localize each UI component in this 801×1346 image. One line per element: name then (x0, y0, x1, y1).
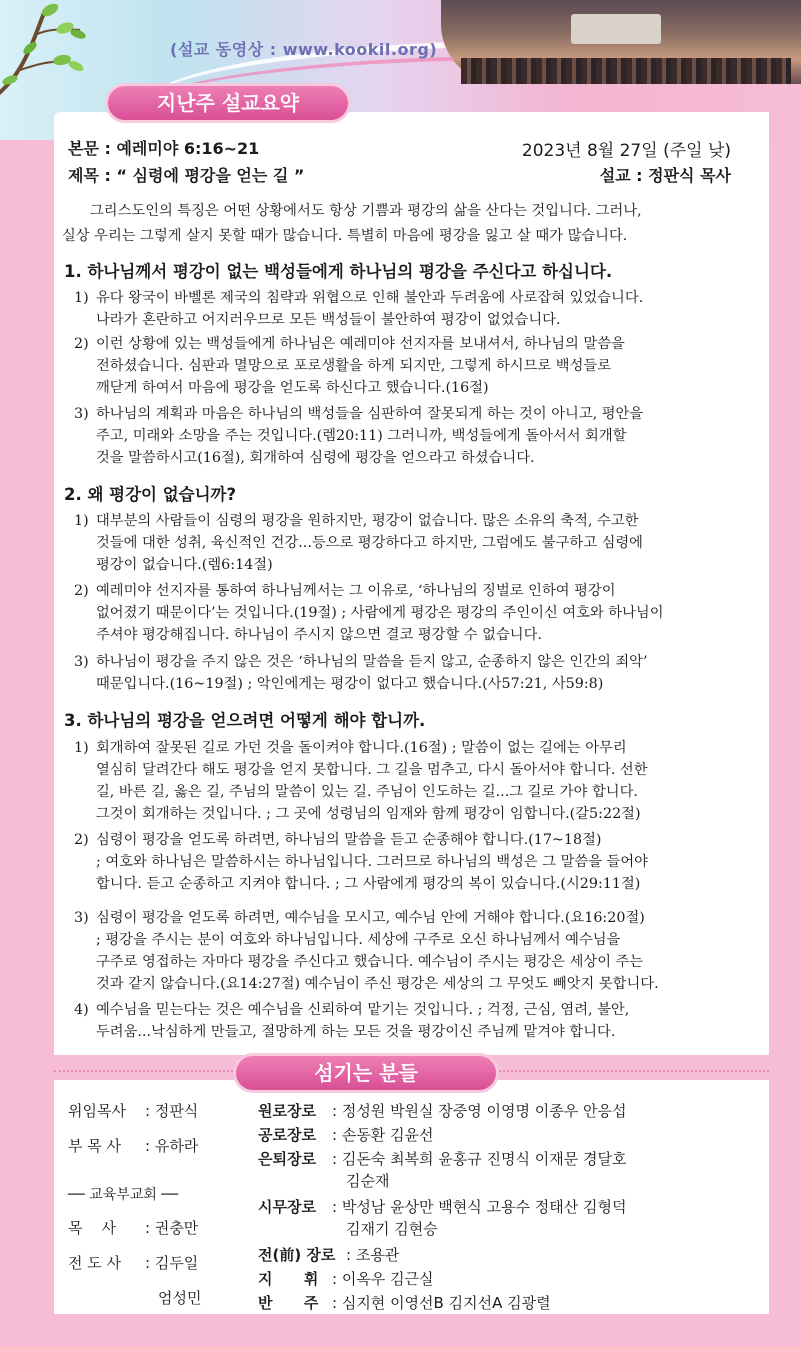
item-number: 1) (74, 513, 89, 529)
item-line: 심령이 평강을 얻도록 하려면, 예수님을 모시고, 예수님 안에 거해야 합니다.(요16:20절) (96, 910, 645, 926)
conductor-names: 이옥우 김근실 (341, 1270, 434, 1288)
elder-names: 정성원 박원실 장중영 이영명 이종우 안응섭 (341, 1102, 627, 1120)
conductor-label: 지 휘 (258, 1270, 319, 1288)
elder-role-label: 공로장로 (258, 1126, 316, 1144)
item-line: 전하셨습니다. 심판과 멸망으로 포로생활을 하게 되지만, 그렇게 하시므로 백성들로 (96, 358, 612, 374)
item-line: 하나님이 평강을 주지 않은 것은 ‘하나님의 말씀을 듣지 않고, 순종하지 않은 인간의 죄악’ (96, 654, 648, 670)
item-line: ; 평강을 주시는 분이 여호와 하나님입니다. 세상에 구주로 오신 하나님께서 예수님을 (96, 932, 621, 948)
item-line: 것을 말씀하시고(16절), 회개하여 심령에 평강을 얻으라고 하셨습니다. (96, 450, 535, 466)
item-number: 4) (74, 1002, 89, 1018)
item-line: 유다 왕국이 바벨론 제국의 침략과 위협으로 인해 불안과 두려움에 사로잡혀 있었습니다. (96, 290, 644, 306)
evangelist-label: 전 도 사 (68, 1254, 122, 1272)
item-number: 1) (74, 290, 89, 306)
item-line: 나라가 혼란하고 어지러우므로 모든 백성들이 불안하여 평강이 없었습니다. (96, 312, 561, 328)
item-line: 대부분의 사람들이 심령의 평강을 원하지만, 평강이 없습니다. 많은 소유의 축적, 수고한 (96, 513, 639, 529)
edu-pastor-name: 권충만 (154, 1219, 199, 1237)
item-line: 예수님을 믿는다는 것은 예수님을 신뢰하여 맡기는 것입니다. ; 걱정, 근심, 염려, 불안, (96, 1002, 630, 1018)
item-line: 때문입니다.(16~19절) ; 악인에게는 평강이 없다고 했습니다.(사57:21, 사59:8) (96, 676, 604, 692)
section-heading: 1. 하나님께서 평강이 없는 백성들에게 하나님의 평강을 주신다고 하십니다. (64, 262, 613, 281)
item-line: 이런 상황에 있는 백성들에게 하나님은 예레미야 선지자를 보내셔서, 하나님의 말씀을 (96, 336, 625, 352)
section-label-sermon-summary: 지난주 설교요약 (108, 86, 348, 120)
sermon-video-website: (설교 동영상 : www.kookil.org) (170, 40, 438, 59)
sermon-preacher: 설교 : 정판식 목사 (599, 166, 731, 185)
item-number: 2) (74, 583, 89, 599)
tree-branch-icon (0, 0, 100, 110)
item-line: 길, 바른 길, 옳은 길, 주님의 말씀이 있는 길. 주님이 인도하는 길...그 길로 가야 합니다. (96, 784, 638, 800)
item-number: 1) (74, 740, 89, 756)
item-line: 열심히 달려간다 해도 평강을 얻지 못합니다. 그 길을 멈추고, 다시 돌아서야 합니다. 선한 (96, 762, 648, 778)
education-church-header: ── 교육부교회 ── (68, 1187, 179, 1203)
senior-pastor-label: 위임목사 (68, 1102, 126, 1120)
elder-role-label: 시무장로 (258, 1198, 316, 1216)
sermon-date: 2023년 8월 27일 (주일 낮) (521, 141, 731, 161)
elder-names: 김돈숙 최복희 윤홍규 진명식 이재문 경달호 (341, 1150, 627, 1168)
elder-names: 김재기 김현승 (346, 1220, 438, 1238)
elder-role-label: 원로장로 (258, 1102, 316, 1120)
section-heading: 2. 왜 평강이 없습니까? (64, 485, 237, 504)
worship-photo (441, 0, 801, 84)
elder-names: 조용관 (355, 1246, 400, 1264)
item-number: 3) (74, 406, 89, 422)
item-line: 주고, 미래와 소망을 주는 것입니다.(렘20:11) 그러니까, 백성들에게 돌아서서 회개할 (96, 428, 627, 444)
item-line: 심령이 평강을 얻도록 하려면, 하나님의 말씀을 듣고 순종해야 합니다.(17~18절) (96, 832, 602, 848)
item-line: 것과 같지 않습니다.(요14:27절) 예수님이 주신 평강은 세상의 그 무엇도 빼앗지 못합니다. (96, 976, 659, 992)
evangelist-name: 김두일 (154, 1254, 199, 1272)
stage-screen (571, 14, 661, 44)
intro-line: 실상 우리는 그렇게 살지 못할 때가 많습니다. 특별히 마음에 평강을 잃고 살 때가 많습니다. (62, 228, 628, 244)
assoc-pastor-name: 유하라 (154, 1137, 199, 1155)
item-number: 3) (74, 910, 89, 926)
item-line: 것들에 대한 성취, 육신적인 건강...등으로 평강하다고 하지만, 그럼에도 불구하고 심령에 (96, 535, 643, 551)
section-label-servants: 섬기는 분들 (236, 1056, 496, 1090)
item-line: 없어졌기 때문이다’는 것입니다.(19절) ; 사람에게 평강은 평강의 주인이신 여호와 하나님이 (96, 605, 664, 621)
item-line: 하나님의 계획과 마음은 하나님의 백성들을 심판하여 잘못되게 하는 것이 아니고, 평안을 (96, 406, 644, 422)
intro-line: 그리스도인의 특징은 어떤 상황에서도 항상 기쁨과 평강의 삶을 산다는 것입니다. 그러나, (90, 203, 642, 219)
elder-role-label: 전(前) 장로 (258, 1246, 336, 1264)
item-line: 평강이 없습니다.(렘6:14절) (96, 557, 273, 573)
elder-names: 김순재 (346, 1172, 390, 1190)
accompanist-label: 반 주 (258, 1294, 319, 1312)
item-line: 그것이 회개하는 것입니다. ; 그 곳에 성령님의 임재와 함께 평강이 임합니다.(갈5:22절) (96, 806, 641, 822)
item-line: 회개하여 잘못된 길로 가던 것을 돌이켜야 합니다.(16절) ; 말씀이 없는 길에는 아무리 (96, 740, 627, 756)
elder-names: 손동환 김윤선 (341, 1126, 434, 1144)
evangelist-name: 엄성민 (158, 1289, 202, 1307)
item-line: ; 여호와 하나님은 말씀하시는 하나님입니다. 그러므로 하나님의 백성은 그 말씀을 들어야 (96, 854, 648, 870)
sermon-passage: 본문 : 예레미야 6:16~21 (68, 139, 260, 158)
senior-pastor-name: 정판식 (154, 1102, 199, 1120)
item-line: 합니다. 듣고 순종하고 지켜야 합니다. ; 그 사람에게 평강의 복이 있습니다.(시29:11절) (96, 876, 641, 892)
sermon-title: 제목 : “ 심령에 평강을 얻는 길 ” (68, 166, 305, 185)
section-heading: 3. 하나님의 평강을 얻으려면 어떻게 해야 합니까. (64, 711, 426, 730)
item-line: 예레미야 선지자를 통하여 하나님께서는 그 이유로, ‘하나님의 징벌로 인하여 평강이 (96, 583, 616, 599)
item-line: 주셔야 평강해집니다. 하나님이 주시지 않으면 결코 평강할 수 없습니다. (96, 627, 542, 643)
item-line: 깨닫게 하여서 마음에 평강을 얻도록 하신다고 했습니다.(16절) (96, 380, 489, 396)
item-number: 2) (74, 336, 89, 352)
elder-names: 박성남 윤상만 백현식 고용수 정태산 김형덕 (341, 1198, 627, 1216)
assoc-pastor-label: 부 목 사 (68, 1137, 122, 1155)
accompanist-names: 심지현 이영선B 김지선A 김광렬 (341, 1294, 551, 1312)
elder-role-label: 은퇴장로 (258, 1150, 316, 1168)
item-number: 2) (74, 832, 89, 848)
item-line: 두려움...낙심하게 만들고, 절망하게 하는 모든 것을 평강이신 주님께 맡겨야 합니다. (96, 1024, 616, 1040)
edu-pastor-label: 목 사 (68, 1219, 117, 1237)
item-line: 구주로 영접하는 자마다 평강을 주신다고 했습니다. 예수님이 주시는 평강은 세상이 주는 (96, 954, 644, 970)
congregation (461, 58, 791, 84)
item-number: 3) (74, 654, 89, 670)
